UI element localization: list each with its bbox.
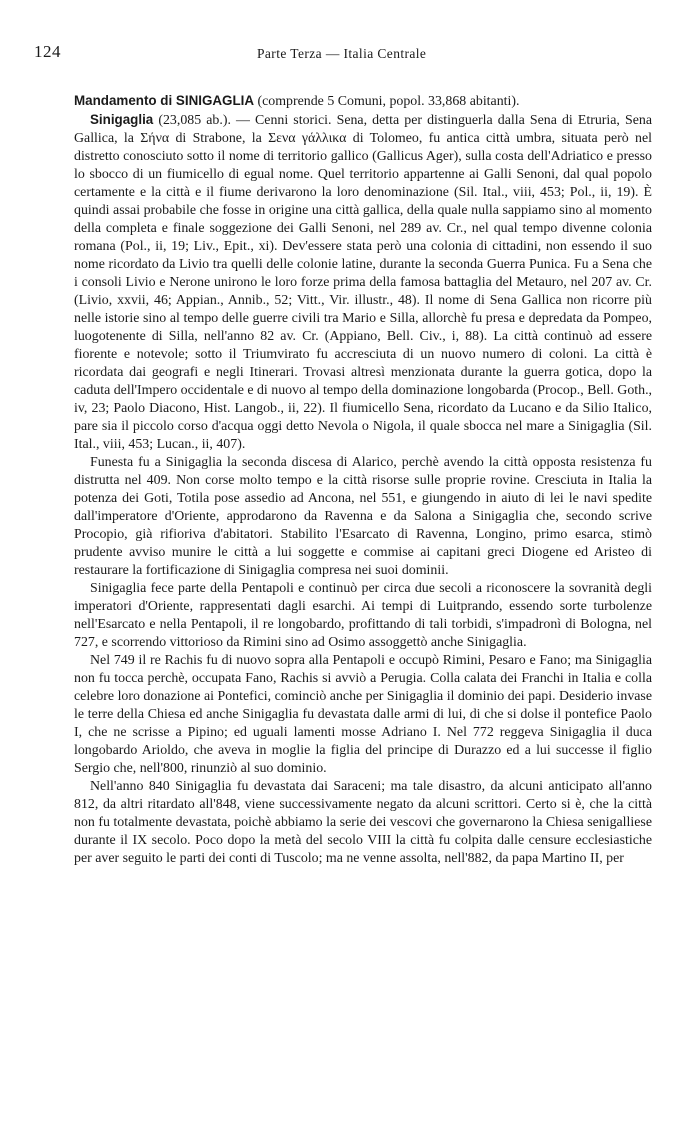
heading-label: Mandamento di SINIGAGLIA xyxy=(74,93,255,108)
body-text xyxy=(74,92,652,868)
book-page xyxy=(34,0,653,868)
running-head xyxy=(34,42,652,76)
lead-label: Sinigaglia xyxy=(90,112,154,127)
paragraph-5: Nell'anno 840 Sinigaglia fu devastata dai Saraceni; ma tale disastro, da alcuni anticipato all'anno 812, da altri ritardato all'848, viene successivamente negato da alcuni scrittori. Certo si è, che la città non fu totalmente devastata, poichè abbiamo la serie dei vescovi che governarono la Chiesa senigalliese durante il IX secolo. Poco dopo la metà del secolo VIII la città fu colpita dalle censure ecclesiastiche per aver seguito le parti dei conti di Tuscolo; ma ne venne assolta, nell'882, da papa Martino II, per xyxy=(74,779,652,866)
paragraph-3: Sinigaglia fece parte della Pentapoli e continuò per circa due secoli a riconoscere la sovranità degli imperatori d'Oriente, rappresentati dagli esarchi. Ai tempi di Luitprando, essendo sorte turbolenze nell'Esarcato e nella Pentapoli, il re longobardo, profittando di tali torbidi, s'impadronì di Bologna, nel 727, e scorrendo vittorioso da Rimini sino ad Osimo assoggettò anche Sinigaglia. xyxy=(74,581,652,650)
page-number: 124 xyxy=(34,42,61,61)
paragraph-2: Funesta fu a Sinigaglia la seconda discesa di Alarico, perchè avendo la città opposta resistenza fu distrutta nel 409. Non corse molto tempo e la città risorse sulle proprie rovine. Cresciuta in Italia la potenza dei Goti, Totila pose assedio ad Ancona, nel 551, e giungendo in aiuto di lei le navi spedite dall'imperatore d'Oriente, approdarono da Ravenna e da Salona a Sinigaglia che, secondo scrive Procopio, già rifioriva d'abitatori. Stabilito l'Esarcato di Ravenna, Longino, primo esarca, stimò prudente avviso munire le città a lui soggette e commise ai capitani greci Diogene ed Aristeo di restaurare la fortificazione di Sinigaglia compresa nei suoi dominii. xyxy=(74,455,652,578)
paragraph-4: Nel 749 il re Rachis fu di nuovo sopra alla Pentapoli e occupò Rimini, Pesaro e Fano; ma Sinigaglia non fu tocca perchè, occupata Fano, Rachis si avviò a Perugia. Colla calata dei Franchi in Italia e colla celebre loro donazione ai Pontefici, cominciò anche per Sinigaglia il dominio dei papi. Desiderio invase le terre della Chiesa ed anche Sinigaglia fu devastata dalle armi di lui, di che si dolse il pontefice Paolo I, che ne scrisse a Pipino; ed uguali lamenti mosse Adriano I. Nel 772 reggeva Sinigaglia il duca longobardo Arioldo, che aveva in moglie la figlia del principe di Durazzo ed a lui successe il figlio Sergio che, nell'800, rinunziò al suo dominio. xyxy=(74,653,652,776)
paragraph-1-text: (23,085 ab.). — Cenni storici. Sena, detta per distinguerla dalla Sena di Etruria, Sena Gallica, la Σήνα di Strabone, la Σενα γάλλικα di Tolomeo, fu antica città umbra, situata però nel distretto conosciuto sotto il nome di territorio gallico (Gallicus Ager), sulla costa dell'Adriatico e presso lo sbocco di un fiumicello di egual nome. Quel territorio appartenne ai Galli Senoni, dal qual popolo certamente e la città e il fiume derivarono la loro denominazione (Sil. Ital., viii, 453; Pol., ii, 19). È quindi assai probabile che fosse in origine una città gallica, della quale nulla sappiamo sino al momento della completa e finale soggezione dei Galli Senoni, nel 289 av. Cr., nel qual tempo divenne colonia romana (Pol., ii, 19; Liv., Epit., xi). Dev'essere stata però una colonia di cittadini, non essendo il suo nome ricordato da Livio tra quelli delle colonie latine, durante la seconda Guerra Punica. Fu a Sena che i consoli Livio e Nerone unirono le loro forze prima della famosa battaglia del Metauro, nel 207 av. Cr. (Livio, xxvii, 46; Appian., Annib., 52; Vitt., Vir. illustr., 48). Il nome di Sena Gallica non ricorre più nelle istorie sino al tempo delle guerre civili tra Mario e Silla, allorchè fu presa e depredata da Pompeo, luogotenente di Silla, nell'anno 82 av. Cr. (Appiano, Bell. Civ., i, 88). La città continuò ad essere fiorente e notevole; sotto il Triumvirato fu accresciuta di un nuovo numero di coloni. La città è ricordata dai geografi e negli Itinerari. Trovasi altresì menzionata durante la guerra gotica, dopo la caduta dell'Impero occidentale e di nuovo al tempo della dominazione longobarda (Procop., Bell. Goth., iv, 23; Paolo Diacono, Hist. Langob., ii, 22). Il fiumicello Sena, ricordato da Lucano e da Silio Italico, pare sia il piccolo corso d'acqua oggi detto Nevola o Nigola, il quale sbocca nel mare a Sinigaglia (Sil. Ital., viii, 453; Lucan., ii, 407). xyxy=(74,113,653,452)
heading-rest: (comprende 5 Comuni, popol. 33,868 abitanti). xyxy=(254,94,520,109)
running-title: Parte Terza — Italia Centrale xyxy=(257,46,427,61)
section-heading xyxy=(74,92,652,111)
paragraph-1 xyxy=(74,111,652,454)
